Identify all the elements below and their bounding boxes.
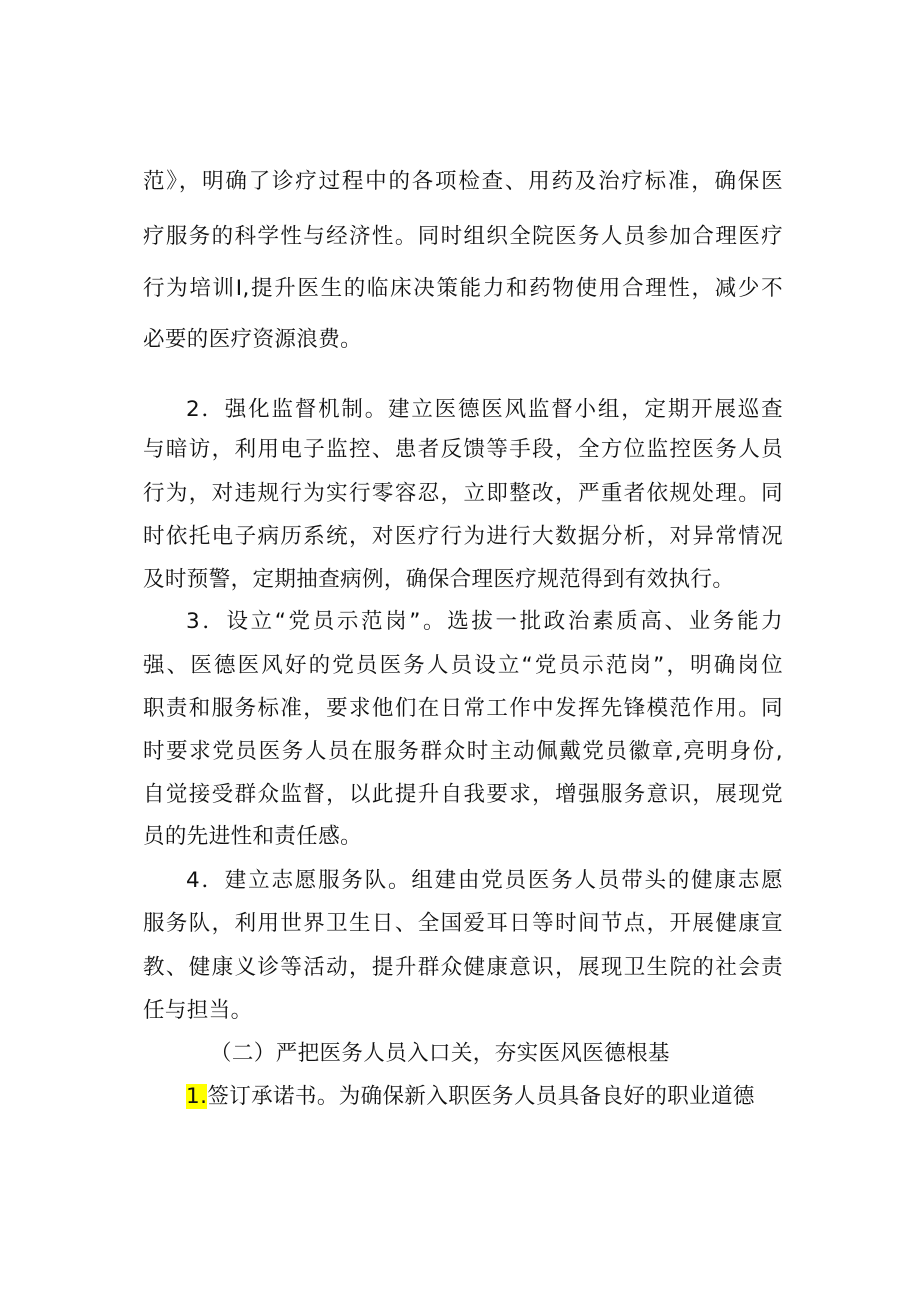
text-line: 强、医德医风好的党员医务人员设立“党员示范岗”，明确岗位 bbox=[143, 653, 783, 678]
text-line: 教、健康义诊等活动，提升群众健康意识，展现卫生院的社会责 bbox=[143, 955, 783, 980]
text-line: 员的先进性和责任感。 bbox=[143, 824, 363, 849]
text-line: 时要求党员医务人员在服务群众时主动佩戴党员徽章,亮明身份, bbox=[143, 739, 783, 764]
text-line: 4．建立志愿服务队。组建由党员医务人员带头的健康志愿 bbox=[186, 868, 783, 893]
text-line: 时依托电子病历系统，对医疗行为进行大数据分析，对异常情况 bbox=[143, 524, 783, 549]
text-line: 及时预警，定期抽查病例，确保合理医疗规范得到有效执行。 bbox=[143, 567, 735, 592]
text-line: 职责和服务标准，要求他们在日常工作中发挥先锋模范作用。同 bbox=[143, 696, 783, 721]
text-line-rest: 签订承诺书。为确保新入职医务人员具备良好的职业道德 bbox=[207, 1084, 755, 1109]
section-heading: （二）严把医务人员入口关，夯实医风医德根基 bbox=[210, 1041, 670, 1066]
highlighted-number: 1. bbox=[186, 1084, 208, 1109]
text-line-last bbox=[186, 1080, 783, 1114]
text-line: 2．强化监督机制。建立医德医风监督小组，定期开展巡查 bbox=[186, 397, 783, 422]
text-line: 疗服务的科学性与经济性。同时组织全院医务人员参加合理医疗 bbox=[143, 224, 783, 249]
text-line: 行为，对违规行为实行零容忍，立即整改，严重者依规处理。同 bbox=[143, 481, 783, 506]
text-line: 自觉接受群众监督，以此提升自我要求，增强服务意识，展现党 bbox=[143, 782, 783, 807]
text-line: 范》，明确了诊疗过程中的各项检查、用药及治疗标准，确保医 bbox=[143, 169, 783, 194]
text-line: 行为培训I,提升医生的临床决策能力和药物使用合理性，减少不 bbox=[143, 276, 783, 301]
text-line: 3．设立“党员示范岗”。选拔一批政治素质高、业务能力 bbox=[186, 609, 783, 634]
text-line: 任与担当。 bbox=[143, 998, 253, 1023]
text-line: 服务队，利用世界卫生日、全国爱耳日等时间节点，开展健康宣 bbox=[143, 911, 783, 936]
text-line: 与暗访，利用电子监控、患者反馈等手段，全方位监控医务人员 bbox=[143, 437, 783, 462]
text-line: 必要的医疗资源浪费。 bbox=[143, 327, 363, 352]
